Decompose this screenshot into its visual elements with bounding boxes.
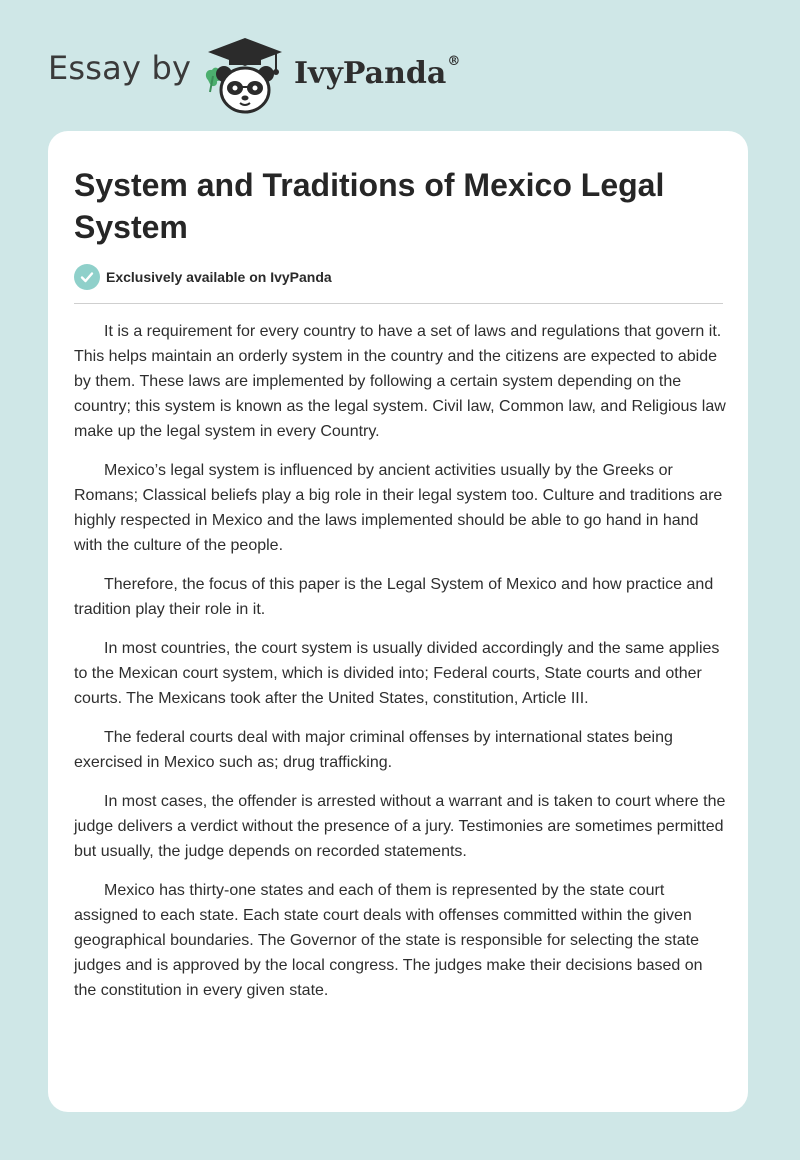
exclusive-label: Exclusively available on IvyPanda (106, 269, 332, 285)
essay-by-label: Essay by (48, 49, 192, 87)
registered-mark: ® (447, 54, 461, 69)
brand-name[interactable]: IvyPanda® (294, 54, 461, 91)
essay-card (48, 131, 748, 1112)
panda-graduate-icon[interactable] (202, 36, 288, 116)
exclusive-badge (74, 263, 332, 291)
paragraph: In most countries, the court system is usually divided accordingly and the same applies to the Mexican court system, which is divided into; Federal courts, State courts and other courts. The Mexicans took after the United States, constitution, Article III. (74, 640, 720, 707)
divider (74, 303, 723, 304)
paragraph: Therefore, the focus of this paper is the Legal System of Mexico and how practice and tradition play their role in it. (74, 576, 714, 618)
essay-body (74, 319, 726, 1017)
paragraph: The federal courts deal with major criminal offenses by international states being exercised in Mexico such as; drug trafficking. (74, 729, 673, 771)
site-header (48, 30, 508, 110)
page-title: System and Traditions of Mexico Legal System (74, 167, 665, 245)
paragraph: It is a requirement for every country to have a set of laws and regulations that govern it. This helps maintain an orderly system in the country and the citizens are expected to abide by them. These laws are implemented by following a certain system depending on the country; this system is known as the legal system. Civil law, Common law, and Religious law make up the legal system in every Country. (74, 323, 726, 440)
paragraph: Mexico has thirty-one states and each of them is represented by the state court assigned to each state. Each state court deals with offenses committed within the given geographical boundaries. The Governor of the state is responsible for selecting the state judges and is approved by the local congress. The judges make their decisions based on the constitution in every given state. (74, 882, 703, 999)
checkmark-icon (74, 264, 100, 290)
paragraph: Mexico’s legal system is influenced by ancient activities usually by the Greeks or Romans; Classical beliefs play a big role in their legal system too. Culture and traditions are highly respected in Mexico and the laws implemented should be able to go hand in hand with the culture of the people. (74, 462, 723, 554)
paragraph: In most cases, the offender is arrested without a warrant and is taken to court where the judge delivers a verdict without the presence of a jury. Testimonies are sometimes permitted but usually, the judge depends on recorded statements. (74, 793, 726, 860)
